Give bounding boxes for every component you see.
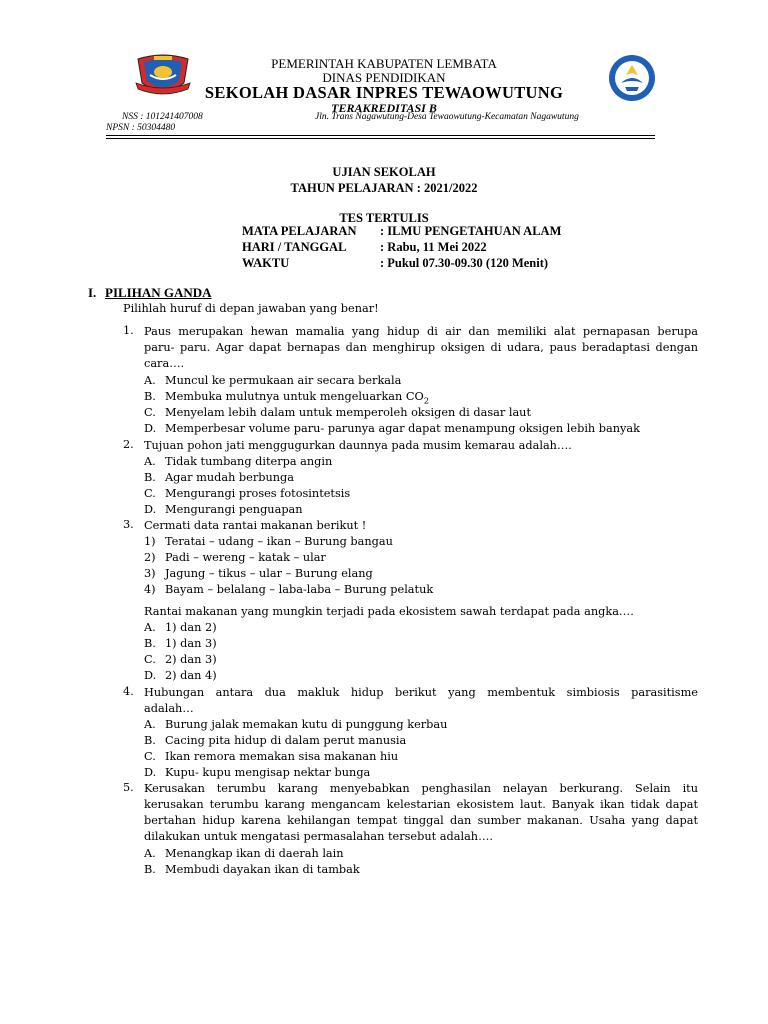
option-letter: B. xyxy=(144,471,156,484)
chain-text: Padi – wereng – katak – ular xyxy=(165,551,326,564)
option-text: Membuka mulutnya untuk mengeluarkan CO xyxy=(165,390,424,403)
meta-key: WAKTU xyxy=(242,256,290,270)
meta-key: MATA PELAJARAN xyxy=(242,224,357,238)
question-text-line: adalah… xyxy=(144,702,194,715)
answer-option xyxy=(144,454,332,470)
answer-option xyxy=(144,749,398,765)
header-divider xyxy=(106,135,655,136)
answer-option xyxy=(144,668,217,684)
question-number: 5. xyxy=(123,781,134,794)
answer-option xyxy=(144,846,344,862)
question-number: 4. xyxy=(123,685,134,698)
header-divider-thin xyxy=(106,138,655,139)
answer-option xyxy=(144,486,350,502)
chain-number: 2) xyxy=(144,551,156,564)
question-text-line: bertahan hidup karena kehilangan tempat tinggal dan sumber makanan. Usaha yang dapat xyxy=(144,814,698,827)
option-letter: D. xyxy=(144,669,157,682)
option-text: Mengurangi penguapan xyxy=(165,503,303,516)
option-letter: D. xyxy=(144,422,157,435)
question-number: 3. xyxy=(123,518,134,531)
answer-option xyxy=(144,733,406,749)
option-letter: B. xyxy=(144,390,156,403)
option-text: Muncul ke permukaan air secara berkala xyxy=(165,374,402,387)
npsn-number: NPSN : 50304480 xyxy=(106,123,176,133)
section-title: PILIHAN GANDA xyxy=(105,285,212,300)
exam-title: UJIAN SEKOLAH xyxy=(332,165,436,179)
option-letter: A. xyxy=(144,374,156,387)
option-text: Menangkap ikan di daerah lain xyxy=(165,847,344,860)
option-text: Tidak tumbang diterpa angin xyxy=(165,455,333,468)
option-text: Mengurangi proses fotosintetsis xyxy=(165,487,351,500)
question-text-line: kerusakan terumbu karang mengancam kelestarian ekosistem laut. Banyak ikan tidak dapat xyxy=(144,798,698,811)
food-chain-item xyxy=(144,534,393,550)
option-letter: C. xyxy=(144,750,156,763)
food-chain-item xyxy=(144,582,433,598)
answer-option xyxy=(144,421,640,437)
answer-option xyxy=(144,373,401,389)
option-text: Burung jalak memakan kutu di punggung kerbau xyxy=(165,718,448,731)
food-chain-item xyxy=(144,550,326,566)
option-letter: B. xyxy=(144,863,156,876)
chain-text: Teratai – udang – ikan – Burung bangau xyxy=(165,535,393,548)
option-text: Menyelam lebih dalam untuk memperoleh oksigen di dasar laut xyxy=(165,406,532,419)
meta-value: : Rabu, 11 Mei 2022 xyxy=(380,240,487,254)
question-prompt: Rantai makanan yang mungkin terjadi pada ekosistem sawah terdapat pada angka…. xyxy=(144,605,634,618)
question-text-line: Kerusakan terumbu karang menyebabkan penghasilan nelayan berkurang. Selain itu xyxy=(144,782,698,795)
academic-year: TAHUN PELAJARAN : 2021/2022 xyxy=(290,181,478,195)
option-text: 1) dan 2) xyxy=(165,621,217,634)
chain-number: 3) xyxy=(144,567,156,580)
option-letter: C. xyxy=(144,653,156,666)
food-chain-item xyxy=(144,566,373,582)
accreditation-line: TERAKREDITASI B xyxy=(331,101,437,115)
option-letter: A. xyxy=(144,718,156,731)
question-number: 2. xyxy=(123,438,134,451)
option-text: Memperbesar volume paru- parunya agar dapat menampung oksigen lebih banyak xyxy=(165,422,640,435)
option-subscript: 2 xyxy=(423,396,429,406)
answer-option xyxy=(144,636,217,652)
question-number: 1. xyxy=(123,324,134,337)
meta-key: HARI / TANGGAL xyxy=(242,240,347,254)
question-text-line: paru- paru. Agar dapat bernapas dan menghirup oksigen di udara, paus beradaptasi dengan xyxy=(144,341,698,354)
tut-wuri-handayani-emblem-icon xyxy=(607,53,657,103)
option-letter: D. xyxy=(144,766,157,779)
test-type: TES TERTULIS xyxy=(339,211,429,225)
school-name: SEKOLAH DASAR INPRES TEWAOWUTUNG xyxy=(204,83,564,102)
question-text-line: Paus merupakan hewan mamalia yang hidup di air dan memiliki alat pernapasan berupa xyxy=(144,325,698,338)
chain-number: 1) xyxy=(144,535,156,548)
answer-option xyxy=(144,862,360,878)
question-text-line: dilakukan untuk mengatasi permasalahan tersebut adalah…. xyxy=(144,830,493,843)
option-text: Membudi dayakan ikan di tambak xyxy=(165,863,360,876)
meta-value: : Pukul 07.30-09.30 (120 Menit) xyxy=(380,256,549,270)
school-address: Jln. Trans Nagawutung-Desa Tewaowutung-Kecamatan Nagawutung xyxy=(315,112,579,122)
answer-option xyxy=(144,620,217,636)
option-text: Cacing pita hidup di dalam perut manusia xyxy=(165,734,407,747)
question-text-line: Cermati data rantai makanan berikut ! xyxy=(144,519,367,532)
header-department-line: DINAS PENDIDIKAN xyxy=(322,70,446,85)
question-text-line: Hubungan antara dua makluk hidup berikut yang membentuk simbiosis parasitisme xyxy=(144,686,698,699)
header-government-line: PEMERINTAH KABUPATEN LEMBATA xyxy=(271,56,497,71)
option-text: Agar mudah berbunga xyxy=(165,471,295,484)
option-letter: B. xyxy=(144,734,156,747)
answer-option xyxy=(144,502,303,518)
option-text: Kupu- kupu mengisap nektar bunga xyxy=(165,766,371,779)
section-instruction: Pilihlah huruf di depan jawaban yang benar! xyxy=(123,302,379,315)
section-number: I. xyxy=(88,285,97,300)
chain-number: 4) xyxy=(144,583,156,596)
question-text-line: Tujuan pohon jati menggugurkan daunnya pada musim kemarau adalah…. xyxy=(144,439,572,452)
option-letter: C. xyxy=(144,487,156,500)
option-text: 1) dan 3) xyxy=(165,637,217,650)
option-text: 2) dan 3) xyxy=(165,653,217,666)
option-letter: B. xyxy=(144,637,156,650)
option-letter: A. xyxy=(144,847,156,860)
answer-option xyxy=(144,765,370,781)
option-text: 2) dan 4) xyxy=(165,669,217,682)
option-text: Ikan remora memakan sisa makanan hiu xyxy=(165,750,399,763)
answer-option xyxy=(144,652,217,668)
question-text-line: cara…. xyxy=(144,357,185,370)
answer-option xyxy=(144,470,294,486)
meta-value: : ILMU PENGETAHUAN ALAM xyxy=(380,224,562,238)
chain-text: Jagung – tikus – ular – Burung elang xyxy=(165,567,373,580)
answer-option xyxy=(144,405,531,421)
option-letter: C. xyxy=(144,406,156,419)
nss-number: NSS : 101241407008 xyxy=(122,112,203,122)
chain-text: Bayam – belalang – laba-laba – Burung pelatuk xyxy=(165,583,434,596)
option-letter: D. xyxy=(144,503,157,516)
option-letter: A. xyxy=(144,621,156,634)
option-letter: A. xyxy=(144,455,156,468)
answer-option xyxy=(144,717,447,733)
